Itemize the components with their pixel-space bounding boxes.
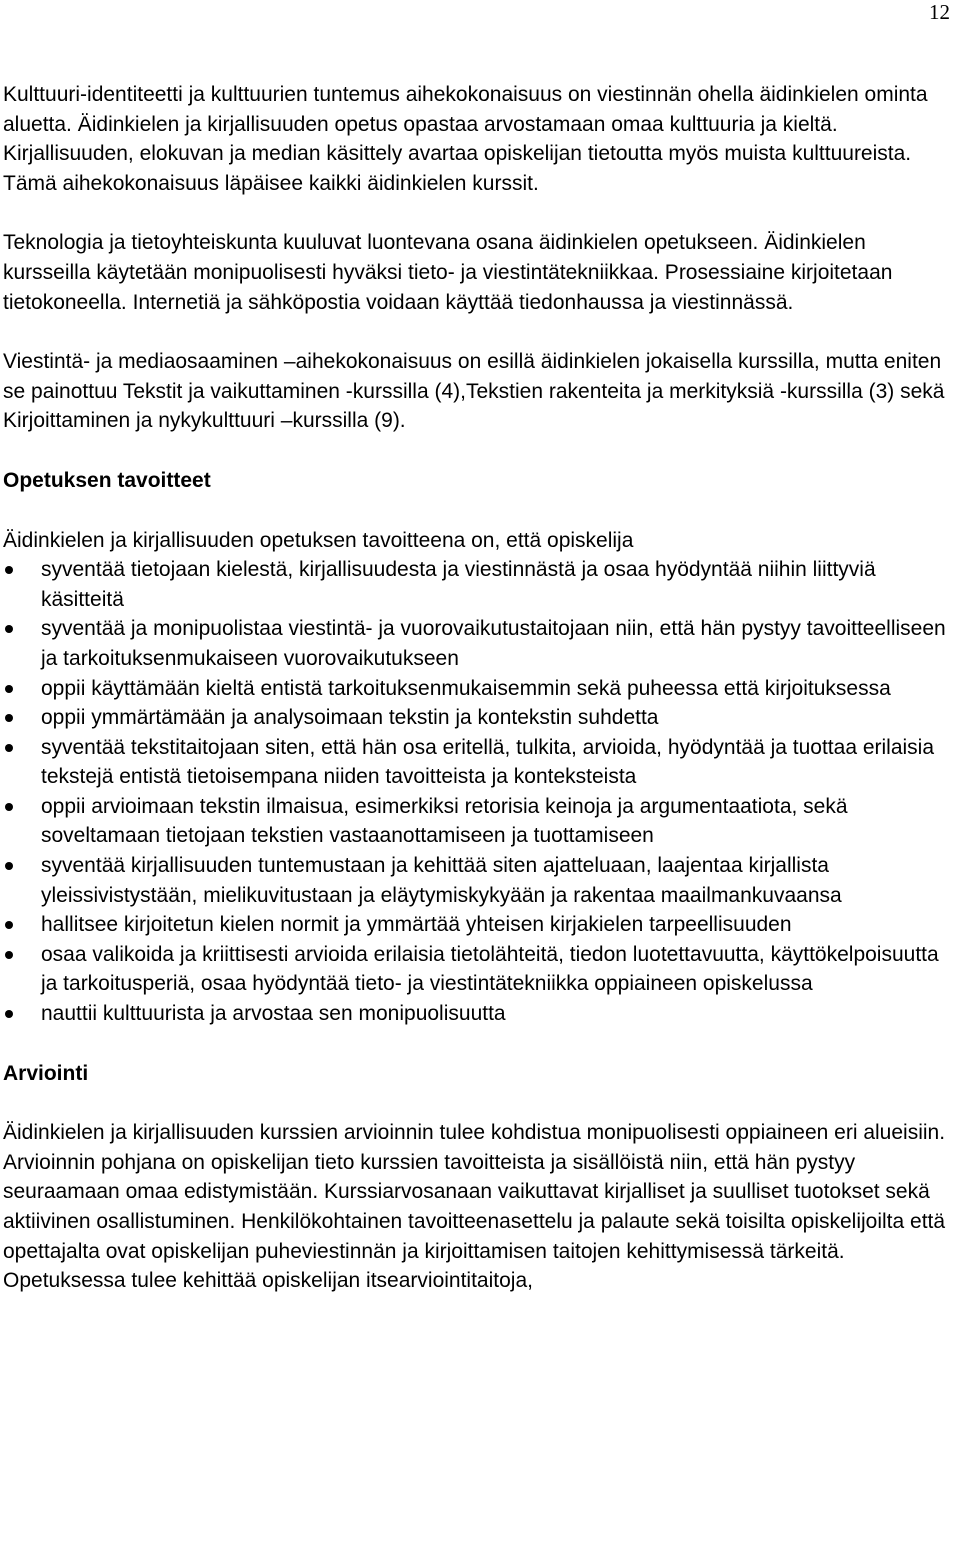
bullet-icon	[5, 566, 13, 574]
goal-item	[3, 703, 955, 733]
page-number: 12	[929, 0, 950, 24]
bullet-icon	[5, 921, 13, 929]
goal-item	[3, 733, 955, 792]
goal-item	[3, 674, 955, 704]
bullet-icon	[5, 685, 13, 693]
goal-item	[3, 940, 955, 999]
document-body	[3, 80, 955, 1296]
bullet-icon	[5, 714, 13, 722]
goal-text: syventää kirjallisuuden tuntemustaan ja kehittää siten ajatteluaan, laajentaa kirjallista yleissivistystään, mielikuvitustaan ja eläytymiskykyään ja rakentaa maailmankuvaansa	[41, 854, 842, 907]
goal-text: syventää tietojaan kielestä, kirjallisuudesta ja viestinnästä ja osaa hyödyntää niihin liittyviä käsitteitä	[41, 558, 876, 611]
bullet-icon	[5, 744, 13, 752]
heading-goals: Opetuksen tavoitteet	[3, 468, 211, 492]
goal-item	[3, 910, 955, 940]
goal-text: osaa valikoida ja kriittisesti arvioida erilaisia tietolähteitä, tiedon luotettavuutta, käyttökelpoisuutta ja tarkoitusperiä, osaa hyödyntää tieto- ja viestintätekniikka oppiaineen opiskelussa	[41, 942, 939, 996]
goal-text: syventää ja monipuolistaa viestintä- ja vuorovaikutustaitojaan niin, että hän pystyy tavoitteelliseen ja tarkoituksenmukaiseen vuorovaikutukseen	[41, 617, 946, 670]
goal-text: oppii arvioimaan tekstin ilmaisua, esimerkiksi retorisia keinoja ja argumentaatiota, sekä soveltamaan tietojaan tekstien vastaanottamiseen ja tuottamiseen	[41, 794, 848, 848]
goal-text: hallitsee kirjoitetun kielen normit ja ymmärtää yhteisen kirjakielen tarpeellisuuden	[41, 913, 792, 937]
goal-item	[3, 999, 955, 1029]
bullet-icon	[5, 803, 13, 811]
heading-assessment: Arviointi	[3, 1061, 89, 1085]
bullet-icon	[5, 862, 13, 870]
paragraph-technology: Teknologia ja tietoyhteiskunta kuuluvat luontevana osana äidinkielen opetukseen. Äidinkielen kursseilla käytetään monipuolisesti hyväksi tieto- ja viestintätekniikkaa. Prosessiaine kirjoitetaan tietokoneella. Internetiä ja sähköpostia voidaan käyttää tiedonhaussa ja viestinnässä.	[3, 231, 893, 314]
goals-intro: Äidinkielen ja kirjallisuuden opetuksen tavoitteena on, että opiskelija	[3, 528, 634, 552]
paragraph-cultural-identity: Kulttuuri-identiteetti ja kulttuurien tuntemus aihekokonaisuus on viestinnän ohella äidinkielen ominta aluetta. Äidinkielen ja kirjallisuuden opetus opastaa arvostamaan omaa kulttuuria ja kieltä. Kirjallisuuden, elokuvan ja median käsittely avartaa opiskelijan tietoutta myös muista kulttuureista. Tämä aihekokonaisuus läpäisee kaikki äidinkielen kurssit.	[3, 83, 928, 195]
bullet-icon	[5, 625, 13, 633]
goal-text: nauttii kulttuurista ja arvostaa sen monipuolisuutta	[41, 1002, 506, 1026]
goal-item	[3, 614, 955, 673]
paragraph-assessment: Äidinkielen ja kirjallisuuden kurssien arvioinnin tulee kohdistua monipuolisesti oppiaineen eri alueisiin. Arvioinnin pohjana on opiskelijan tieto kurssien tavoitteista ja sisällöistä niin, että hän pystyy seuraamaan omaa edistymistään. Kurssiarvosanaan vaikuttavat kirjalliset ja suulliset tuotokset sekä aktiivinen osallistuminen. Henkilökohtainen tavoitteenasettelu ja palaute sekä toisilta opiskelijoilta että opettajalta ovat opiskelijan puheviestinnän ja kirjoittamisen taitojen kehittymisessä tärkeitä. Opetuksessa tulee kehittää opiskelijan itsearviointitaitoja,	[3, 1121, 946, 1293]
paragraph-media-skills: Viestintä- ja mediaosaaminen –aihekokonaisuus on esillä äidinkielen jokaisella kurssilla, mutta eniten se painottuu Tekstit ja vaikuttaminen -kurssilla (4),Tekstien rakenteita ja merkityksiä -kurssilla (3) sekä Kirjoittaminen ja nykykulttuuri –kurssilla (9).	[3, 350, 945, 433]
goals-list	[3, 555, 955, 1029]
goal-item	[3, 851, 955, 910]
bullet-icon	[5, 1010, 13, 1018]
goal-item	[3, 792, 955, 851]
goal-text: oppii ymmärtämään ja analysoimaan tekstin ja kontekstin suhdetta	[41, 706, 659, 730]
bullet-icon	[5, 951, 13, 959]
goal-item	[3, 555, 955, 614]
goal-text: syventää tekstitaitojaan siten, että hän osa eritellä, tulkita, arvioida, hyödyntää ja tuottaa erilaisia tekstejä entistä tietoisempana niiden tavoitteista ja konteksteista	[41, 735, 935, 789]
goal-text: oppii käyttämään kieltä entistä tarkoituksenmukaisemmin sekä puheessa että kirjoituksessa	[41, 676, 891, 700]
